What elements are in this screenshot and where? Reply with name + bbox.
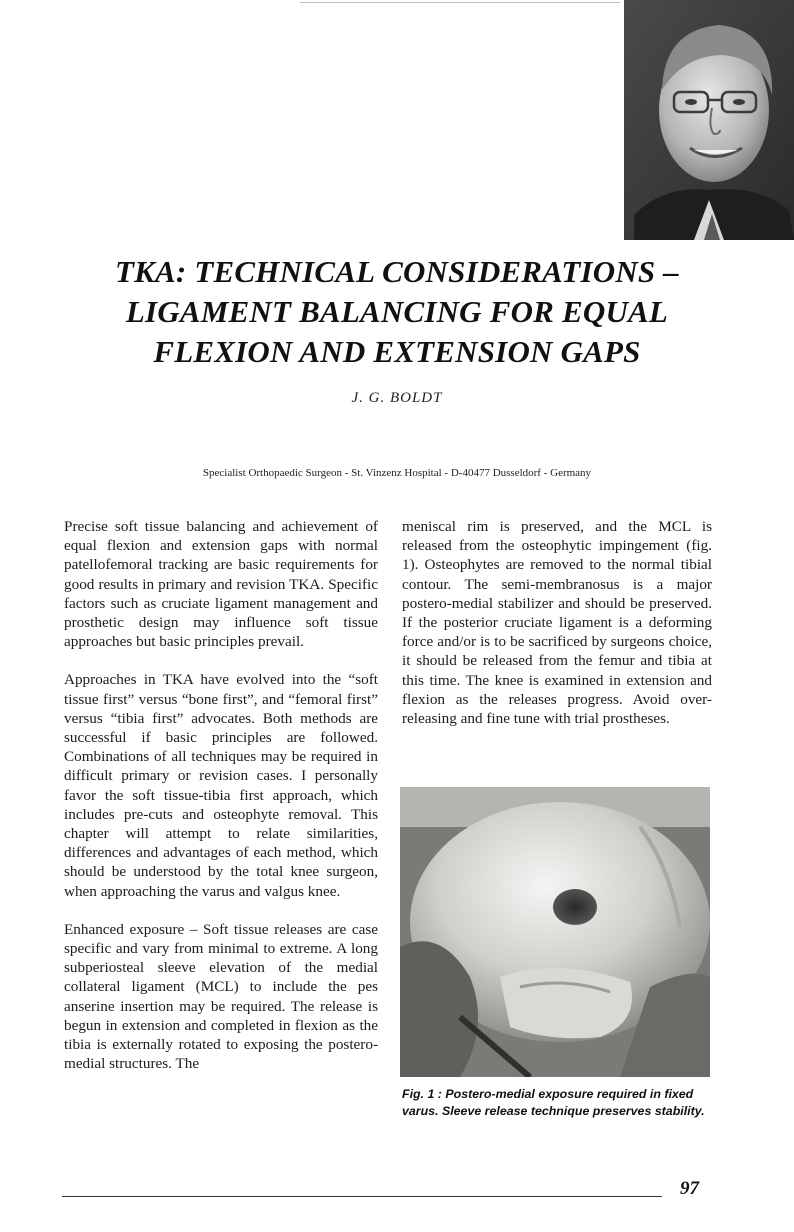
paragraph: Approaches in TKA have evolved into the “soft tissue first” versus “bone first”, and “femoral first” versus “tibia first” advocates. Both methods are successful if basic principles are followed. Combinations of all techniques may be required in difficult primary or revision cases. I personally favor the soft tissue-tibia first approach, which includes pre-cuts and osteophyte removal. This chapter will attempt to relate similarities, differences and advantages of each method, which should be understood by the total knee surgeon, when approaching the varus and valgus knee. <box>64 671 378 900</box>
figure-1-photo <box>400 787 710 1077</box>
paragraph: Enhanced exposure – Soft tissue releases are case specific and vary from minimal to extreme. A long subperiosteal sleeve elevation of the medial collateral ligament (MCL) to include the pes anserine insertion may be required. The release is begun in extension and completed in flexion as the tibia is externally rotated to exposing the postero-medial structures. The <box>64 920 378 1073</box>
author-affiliation: Specialist Orthopaedic Surgeon - St. Vinzenz Hospital - D-40477 Dusseldorf - Germany <box>202 467 592 479</box>
figure-caption: Fig. 1 : Postero-medial exposure required in fixed varus. Sleeve release technique preserves stability. <box>402 1087 705 1118</box>
left-column <box>64 517 378 1092</box>
article-title <box>40 252 754 372</box>
title-line: FLEXION AND EXTENSION GAPS <box>153 334 641 369</box>
title-line: TKA: TECHNICAL CONSIDERATIONS – <box>114 254 680 289</box>
right-column <box>402 517 712 747</box>
footer-rule <box>62 1196 662 1197</box>
author-portrait <box>624 0 794 240</box>
paragraph: Precise soft tissue balancing and achievement of equal flexion and extension gaps with normal patellofemoral tracking are basic requirements for good results in primary and revision TKA. Specific factors such as cruciate ligament management and prosthetic design may influence soft tissue approaches but basic principles prevail. <box>64 518 378 651</box>
page-number: 97 <box>680 1178 699 1199</box>
author-name: J. G. BOLDT <box>351 390 443 406</box>
top-rule <box>300 2 620 3</box>
title-line: LIGAMENT BALANCING FOR EQUAL <box>125 294 669 329</box>
author-portrait-image <box>624 0 794 240</box>
paragraph: meniscal rim is preserved, and the MCL is released from the osteophytic impingement (fig. 1). Osteophytes are removed to the normal tibial contour. The semi-membranosus is a major postero-medial stabilizer and should be preserved. If the posterior cruciate ligament is a deforming force and/or is to be sacrificed by surgeons choice, it should be released from the femur and tibia at this time. The knee is examined in extension and flexion as the releases progress. Avoid over-releasing and fine tune with trial prostheses. <box>402 518 712 728</box>
surgical-photo <box>400 787 710 1077</box>
